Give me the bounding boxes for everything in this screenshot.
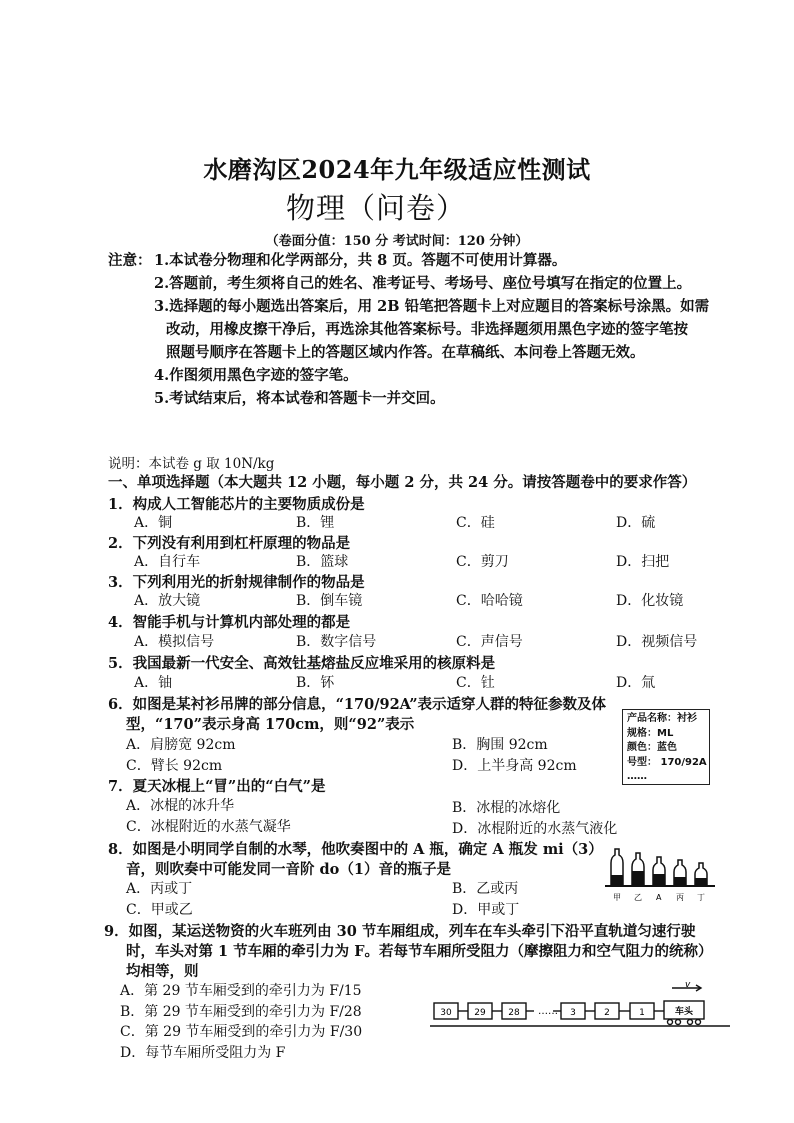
option: A．第 29 节车厢受到的牵引力为 F/15: [120, 983, 362, 999]
note-line: 4.作图须用黑色字迹的签字笔。: [154, 367, 358, 384]
car-label: 3: [570, 1008, 576, 1018]
train-figure: [430, 978, 732, 1034]
option: B．乙或丙: [452, 881, 519, 897]
option: A．肩膀宽 92cm: [126, 737, 236, 753]
option: B．锂: [296, 515, 335, 531]
option: B．倒车镜: [296, 593, 363, 609]
exam-title: 水磨沟区2024年九年级适应性测试: [203, 155, 591, 184]
option: D．视频信号: [616, 634, 698, 650]
question-stem: 1．构成人工智能芯片的主要物质成份是: [108, 496, 365, 513]
option: A．冰棍的冰升华: [126, 798, 235, 814]
velocity-label: v: [685, 980, 691, 990]
option: D．每节车厢所受阻力为 F: [120, 1045, 286, 1061]
question-stem: 均相等，则: [126, 963, 199, 980]
option: A．模拟信号: [134, 634, 215, 650]
note-line: 5.考试结束后，将本试卷和答题卡一并交回。: [154, 390, 445, 407]
tag-line: 规格：ML: [627, 727, 674, 739]
option: A．铀: [134, 675, 173, 691]
car-label: 30: [440, 1008, 452, 1018]
option: B．第 29 节车厢受到的牵引力为 F/28: [120, 1004, 362, 1020]
option: D．冰棍附近的水蒸气液化: [452, 821, 618, 837]
bottle-label: 丙: [676, 893, 684, 902]
option: D．硫: [616, 515, 656, 531]
option: B．胸围 92cm: [452, 737, 548, 753]
section-heading: 一、单项选择题（本大题共 12 小题，每小题 2 分，共 24 分。请按答题卷中的要求作答）: [108, 474, 697, 491]
bottle-label: 甲: [613, 893, 621, 902]
tag-line: 颜色：蓝色: [627, 742, 677, 753]
question-stem: 9．如图，某运送物资的火车班列由 30 节车厢组成，列车在车头牵引下沿平直轨道匀速行驶: [104, 923, 696, 940]
car-label: 1: [639, 1008, 645, 1018]
option: C．臂长 92cm: [126, 758, 223, 774]
car-label: 2: [604, 1008, 610, 1018]
explain-text: 说明：本试卷 g 取 10N/kg: [108, 456, 275, 472]
notes-label: 注意：: [108, 252, 152, 269]
option: D．化妆镜: [616, 593, 684, 609]
option: C．钍: [456, 675, 495, 691]
shirt-tag-figure: [622, 709, 710, 785]
question-stem: 2．下列没有利用到杠杆原理的物品是: [108, 535, 351, 552]
option: C．剪刀: [456, 554, 509, 570]
question-stem: 4．智能手机与计算机内部处理的都是: [108, 614, 351, 631]
option: B．篮球: [296, 554, 349, 570]
note-line: 3.选择题的每小题选出答案后，用 2B 铅笔把答题卡上对应题目的答案标号涂黑。如需: [154, 298, 710, 315]
option: A．自行车: [134, 554, 201, 570]
option: B．冰棍的冰熔化: [452, 800, 561, 816]
bottle-label: A: [656, 893, 662, 902]
exam-meta: （卷面分值：150 分 考试时间：120 分钟）: [265, 234, 529, 249]
option: D．上半身高 92cm: [452, 758, 577, 774]
option: C．甲或乙: [126, 902, 193, 918]
option: C．第 29 节车厢受到的牵引力为 F/30: [120, 1024, 363, 1040]
option: D．氚: [616, 675, 656, 691]
question-stem: 时，车头对第 1 节车厢的牵引力为 F。若每节车厢所受阻力（摩擦阻力和空气阻力的统称）: [126, 943, 713, 960]
question-stem: 音，则吹奏中可能发同一音阶 do（1）音的瓶子是: [126, 861, 451, 878]
option: C．冰棍附近的水蒸气凝华: [126, 819, 291, 835]
note-line: 照题号顺序在答题卡上的答题区域内作答。在草稿纸、本问卷上答题无效。: [166, 344, 645, 361]
option: B．钚: [296, 675, 335, 691]
car-label: 29: [474, 1008, 486, 1018]
question-stem: 型，“170”表示身高 170cm，则“92”表示: [126, 716, 415, 733]
question-stem: 7．夏天冰棍上“冒”出的“白气”是: [108, 778, 326, 795]
tag-line: ……: [627, 771, 647, 782]
option: C．声信号: [456, 634, 523, 650]
exam-subtitle: 物理（问卷）: [286, 191, 467, 225]
tag-line: 号型： 170/92A: [627, 756, 707, 768]
note-line: 1.本试卷分物理和化学两部分，共 8 页。答题不可使用计算器。: [154, 252, 567, 269]
question-stem: 5．我国最新一代安全、高效钍基熔盐反应堆采用的核原料是: [108, 655, 496, 672]
tag-line: 产品名称：衬衫: [627, 713, 697, 724]
engine-label: 车头: [674, 1007, 694, 1017]
question-stem: 8．如图是小明同学自制的水琴，他吹奏图中的 A 瓶，确定 A 瓶发 mi（3）: [108, 841, 603, 858]
water-bottles-figure: [603, 845, 721, 905]
option: C．哈哈镜: [456, 593, 523, 609]
option: B．数字信号: [296, 634, 377, 650]
bottle-label: 丁: [697, 893, 705, 902]
note-line: 2.答题前，考生须将自己的姓名、准考证号、考场号、座位号填写在指定的位置上。: [154, 275, 692, 292]
option: D．甲或丁: [452, 902, 520, 918]
question-stem: 6．如图是某衬衫吊牌的部分信息，“170/92A”表示适穿人群的特征参数及体: [108, 696, 607, 713]
option: A．铜: [134, 515, 173, 531]
option: D．扫把: [616, 554, 670, 570]
car-label: 28: [508, 1008, 520, 1018]
note-line: 改动，用橡皮擦干净后，再选涂其他答案标号。非选择题须用黑色字迹的签字笔按: [166, 321, 688, 338]
question-stem: 3．下列利用光的折射规律制作的物品是: [108, 574, 365, 591]
option: C．硅: [456, 515, 495, 531]
option: A．放大镜: [134, 593, 201, 609]
option: A．丙或丁: [126, 881, 193, 897]
bottle-label: 乙: [634, 893, 642, 902]
svg-text:……: ……: [538, 1006, 558, 1017]
